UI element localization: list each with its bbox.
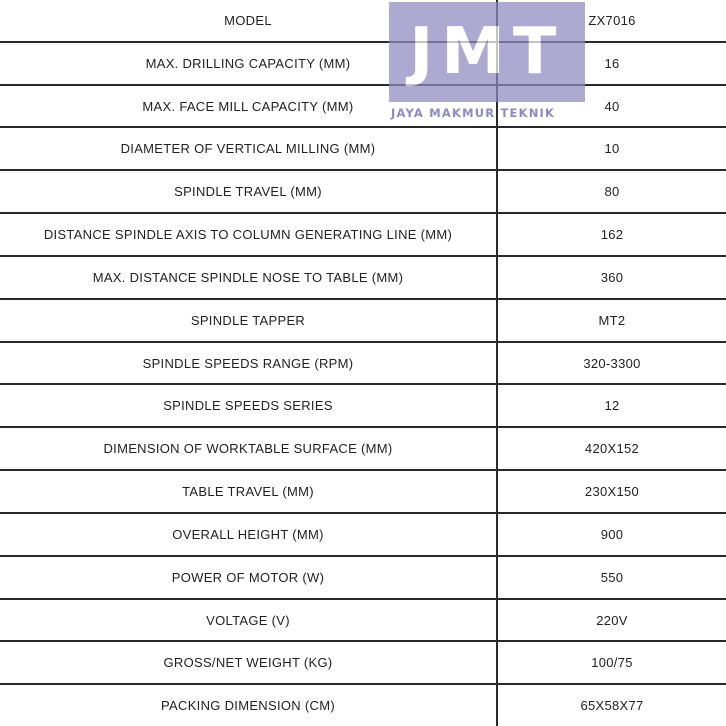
spec-label: POWER OF MOTOR (W): [0, 557, 498, 598]
spec-label: DIAMETER OF VERTICAL MILLING (MM): [0, 128, 498, 169]
spec-label: TABLE TRAVEL (MM): [0, 471, 498, 512]
spec-label: MAX. DRILLING CAPACITY (MM): [0, 43, 498, 84]
spec-label: SPINDLE TAPPER: [0, 300, 498, 341]
spec-value: 360: [600, 269, 624, 285]
spec-row-spindle-speeds-series: [0, 385, 726, 428]
spec-row-spindle-tapper: [0, 300, 726, 343]
spec-value: 12: [604, 398, 620, 414]
spec-value: 100/75: [591, 655, 633, 671]
spec-row-drilling-capacity: [0, 43, 726, 86]
spec-row-model: [0, 0, 726, 43]
spec-label: MAX. DISTANCE SPINDLE NOSE TO TABLE (MM): [0, 257, 498, 298]
spec-label: SPINDLE SPEEDS SERIES: [0, 385, 498, 426]
spec-row-weight: [0, 642, 726, 685]
spec-row-worktable-dimension: [0, 428, 726, 471]
spec-row-overall-height: [0, 514, 726, 557]
spec-label: SPINDLE TRAVEL (MM): [0, 171, 498, 212]
spec-value: 10: [604, 141, 620, 157]
spec-label: MAX. FACE MILL CAPACITY (MM): [0, 86, 498, 127]
watermark-company-name: JAYA MAKMUR TEKNIK: [391, 106, 556, 120]
spec-value: 320-3300: [583, 355, 641, 371]
spec-label: PACKING DIMENSION (CM): [0, 685, 498, 726]
spec-value: 16: [604, 55, 620, 71]
spec-row-spindle-speeds-range: [0, 343, 726, 386]
spec-label: OVERALL HEIGHT (MM): [0, 514, 498, 555]
spec-row-table-travel: [0, 471, 726, 514]
spec-value: 220V: [596, 612, 628, 628]
spec-value: 230X150: [584, 484, 640, 500]
spec-value: 65X58X77: [580, 698, 644, 714]
spec-value: 900: [600, 526, 624, 542]
spec-value: 550: [600, 569, 624, 585]
spec-row-spindle-axis-distance: [0, 214, 726, 257]
spec-label: DISTANCE SPINDLE AXIS TO COLUMN GENERATING LINE (MM): [0, 214, 498, 255]
spec-value: 40: [604, 98, 620, 114]
spec-value: 420X152: [584, 441, 640, 457]
spec-value: ZX7016: [588, 12, 636, 28]
spec-label: GROSS/NET WEIGHT (KG): [0, 642, 498, 683]
spec-row-face-mill-capacity: [0, 86, 726, 129]
watermark-logo-letters: JMT: [409, 15, 565, 89]
spec-value: 80: [604, 184, 620, 200]
spec-row-voltage: [0, 600, 726, 643]
spec-value: MT2: [598, 312, 626, 328]
spec-label: SPINDLE SPEEDS RANGE (RPM): [0, 343, 498, 384]
spec-row-spindle-travel: [0, 171, 726, 214]
spec-row-motor-power: [0, 557, 726, 600]
spec-label: VOLTAGE (V): [0, 600, 498, 641]
spec-row-packing-dimension: [0, 685, 726, 726]
spec-value: 162: [600, 227, 624, 243]
spec-row-spindle-nose-distance: [0, 257, 726, 300]
spec-label: MODEL: [0, 0, 498, 41]
spec-row-vertical-milling-diameter: [0, 128, 726, 171]
spec-label: DIMENSION OF WORKTABLE SURFACE (MM): [0, 428, 498, 469]
